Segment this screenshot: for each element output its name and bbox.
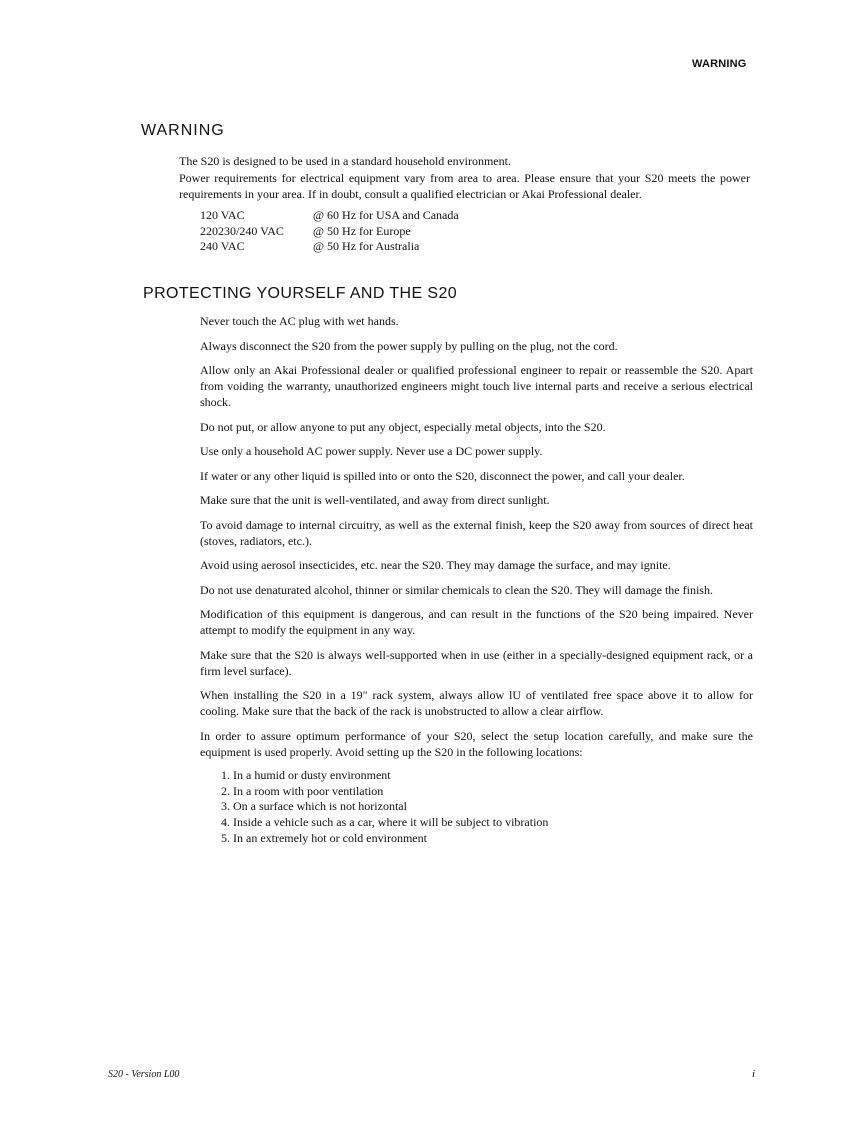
footer-version: S20 - Version L00 xyxy=(108,1069,180,1080)
safety-item: Always disconnect the S20 from the power supply by pulling on the plug, not the cord. xyxy=(200,338,618,353)
safety-item: Make sure that the S20 is always well-supported when in use (either in a specially-designed equipment rack, or a firm level surface). xyxy=(200,647,753,678)
safety-item: In order to assure optimum performance of your S20, select the setup location carefully, and make sure the equipment is used properly. Avoid setting up the S20 in the following locations: xyxy=(200,728,753,759)
warning-intro-line: The S20 is designed to be used in a standard household environment. xyxy=(179,154,511,168)
safety-item: Use only a household AC power supply. Never use a DC power supply. xyxy=(200,444,543,458)
page-number: i xyxy=(752,1068,756,1080)
voltage-value: 240 VAC xyxy=(200,239,245,253)
safety-item: Avoid using aerosol insecticides, etc. near the S20. They may damage the surface, and may ignite. xyxy=(200,558,671,572)
safety-item: Allow only an Akai Professional dealer or qualified professional engineer to repair or reassemble the S20. Apart from voiding the warranty, unauthorized engineers might touch live internal parts and receive a serious electrical shock. xyxy=(200,363,753,409)
safety-instructions xyxy=(200,313,753,847)
safety-item: To avoid damage to internal circuitry, as well as the external finish, keep the S20 away from sources of direct heat (stoves, radiators, etc.). xyxy=(200,517,753,548)
protecting-heading: PROTECTING YOURSELF AND THE S20 xyxy=(143,285,458,302)
voltage-spec: @ 50 Hz for Europe xyxy=(313,223,411,238)
safety-item: Make sure that the unit is well-ventilated, and away from direct sunlight. xyxy=(200,493,550,507)
voltage-row xyxy=(200,239,459,255)
voltage-table xyxy=(200,208,459,255)
safety-item: When installing the S20 in a 19" rack system, always allow lU of ventilated free space above it to allow for cooling. Make sure that the back of the rack is unobstructed to allow a clear airflow. xyxy=(200,688,753,718)
voltage-row xyxy=(200,208,459,224)
location-list xyxy=(200,768,753,847)
safety-item: Do not put, or allow anyone to put any object, especially metal objects, into the S20. xyxy=(200,419,606,434)
location-item: 3. On a surface which is not horizontal xyxy=(221,799,407,814)
voltage-spec: @ 60 Hz for USA and Canada xyxy=(313,208,459,222)
warning-intro xyxy=(179,153,750,203)
running-header: WARNING xyxy=(692,58,747,70)
safety-item: Never touch the AC plug with wet hands. xyxy=(200,314,399,328)
voltage-value: 220230/240 VAC xyxy=(200,223,284,238)
safety-item: If water or any other liquid is spilled into or onto the S20, disconnect the power, and call your dealer. xyxy=(200,468,685,483)
warning-heading: WARNING xyxy=(141,122,225,139)
location-item: 1. In a humid or dusty environment xyxy=(221,768,391,782)
location-item: 2. In a room with poor ventilation xyxy=(221,783,384,798)
voltage-spec: @ 50 Hz for Australia xyxy=(313,239,420,253)
safety-item: Do not use denaturated alcohol, thinner or similar chemicals to clean the S20. They will damage the finish. xyxy=(200,582,713,597)
safety-item: Modification of this equipment is dangerous, and can result in the functions of the S20 being impaired. Never attempt to modify the equipment in any way. xyxy=(200,607,753,637)
location-item: 5. In an extremely hot or cold environment xyxy=(221,830,427,845)
voltage-row xyxy=(200,224,459,240)
voltage-value: 120 VAC xyxy=(200,208,245,222)
location-item: 4. Inside a vehicle such as a car, where it will be subject to vibration xyxy=(221,815,549,830)
warning-intro-paragraph: Power requirements for electrical equipment vary from area to area. Please ensure that your S20 meets the power requirements in your area. If in doubt, consult a qualified electrician or Akai Professional dealer. xyxy=(179,170,750,201)
